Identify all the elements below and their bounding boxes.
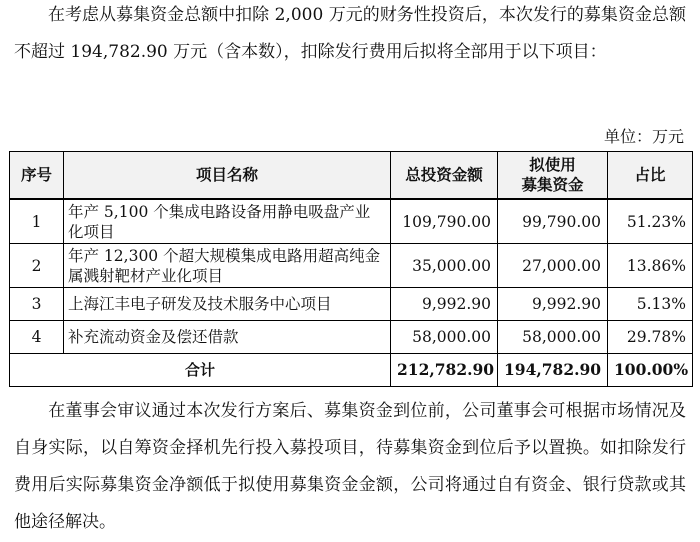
intro-paragraph: 在考虑从募集资金总额中扣除 2,000 万元的财务性投资后，本次发行的募集资金总额不超过 194,782.90 万元（含本数），扣除发行费用后拟将全部用于以下项目： bbox=[14, 5, 686, 62]
total-ratio-sum: 100.00% bbox=[608, 354, 693, 387]
table-row bbox=[10, 244, 693, 288]
row-planned-funds: 27,000.00 bbox=[498, 244, 608, 288]
row-seq: 1 bbox=[10, 199, 64, 244]
row-project-name: 补充流动资金及偿还借款 bbox=[64, 321, 391, 354]
total-planned-sum: 194,782.90 bbox=[498, 354, 608, 387]
table-total-row bbox=[10, 354, 693, 387]
row-ratio: 13.86% bbox=[608, 244, 693, 288]
row-project-name: 年产 5,100 个集成电路设备用静电吸盘产业化项目 bbox=[64, 199, 391, 244]
header-planned-line1: 拟使用 bbox=[529, 156, 576, 174]
row-seq: 4 bbox=[10, 321, 64, 354]
closing-paragraph: 在董事会审议通过本次发行方案后、募集资金到位前，公司董事会可根据市场情况及自身实际，以自筹资金择机先行投入募投项目，待募集资金到位后予以置换。如扣除发行费用后实际募集资金净额低于拟使用募集资金金额，公司将通过自有资金、银行贷款或其他途径解决。 bbox=[14, 401, 686, 532]
header-planned-funds bbox=[498, 152, 608, 200]
header-total-investment: 总投资金额 bbox=[391, 152, 498, 200]
table-row bbox=[10, 321, 693, 354]
header-ratio: 占比 bbox=[608, 152, 693, 200]
row-project-name: 上海江丰电子研发及技术服务中心项目 bbox=[64, 288, 391, 321]
header-planned-line2: 募集资金 bbox=[521, 176, 584, 194]
row-seq: 2 bbox=[10, 244, 64, 288]
row-planned-funds: 58,000.00 bbox=[498, 321, 608, 354]
header-project-name: 项目名称 bbox=[64, 152, 391, 200]
table-row bbox=[10, 199, 693, 244]
row-ratio: 51.23% bbox=[608, 199, 693, 244]
total-label: 合计 bbox=[10, 354, 391, 387]
table-header-row bbox=[10, 152, 693, 200]
row-total-investment: 109,790.00 bbox=[391, 199, 498, 244]
row-planned-funds: 9,992.90 bbox=[498, 288, 608, 321]
total-investment-sum: 212,782.90 bbox=[391, 354, 498, 387]
row-planned-funds: 99,790.00 bbox=[498, 199, 608, 244]
unit-label: 单位：万元 bbox=[603, 127, 684, 146]
header-seq: 序号 bbox=[10, 152, 64, 200]
row-seq: 3 bbox=[10, 288, 64, 321]
row-ratio: 29.78% bbox=[608, 321, 693, 354]
row-project-name: 年产 12,300 个超大规模集成电路用超高纯金属溅射靶材产业化项目 bbox=[64, 244, 391, 288]
row-total-investment: 35,000.00 bbox=[391, 244, 498, 288]
row-ratio: 5.13% bbox=[608, 288, 693, 321]
fund-usage-table bbox=[9, 151, 693, 387]
row-total-investment: 9,992.90 bbox=[391, 288, 498, 321]
row-total-investment: 58,000.00 bbox=[391, 321, 498, 354]
table-row bbox=[10, 288, 693, 321]
